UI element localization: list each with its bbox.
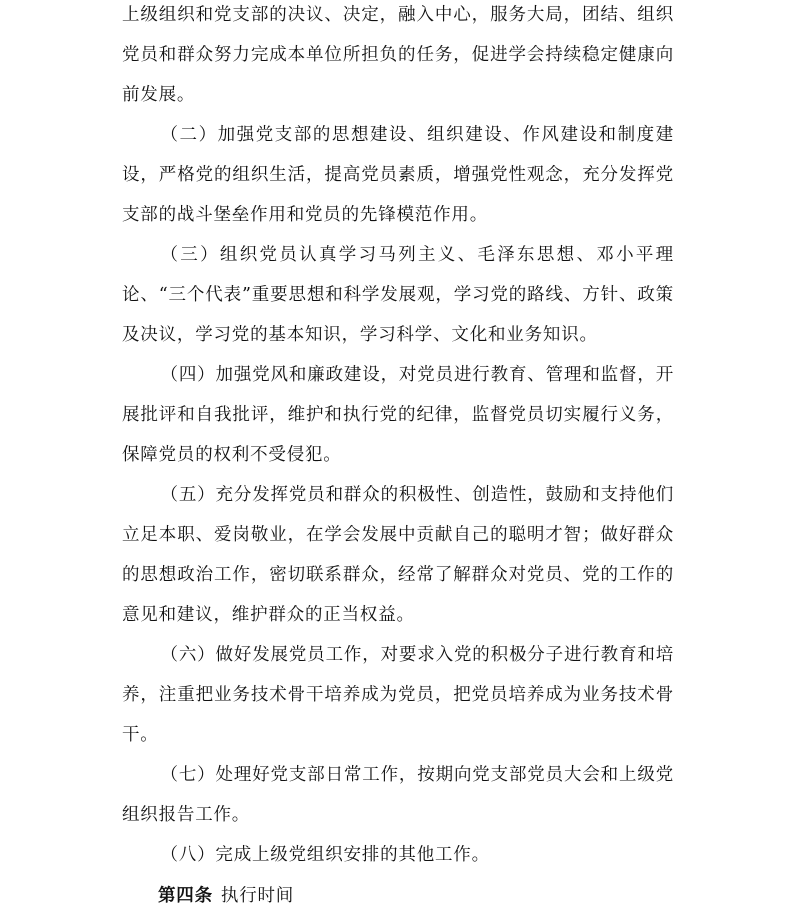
- paragraph-item-7: （七）处理好党支部日常工作，按期向党支部党员大会和上级党组织报告工作。: [122, 765, 674, 825]
- paragraph-item-8: （八）完成上级党组织安排的其他工作。: [160, 845, 490, 865]
- paragraph-item-2: （二）加强党支部的思想建设、组织建设、作风建设和制度建设，严格党的组织生活，提高党员素质，增强党性观念，充分发挥党支部的战斗堡垒作用和党员的先锋模范作用。: [122, 125, 674, 225]
- paragraph-item-6: （六）做好发展党员工作，对要求入党的积极分子进行教育和培养，注重把业务技术骨干培养成为党员，把党员培养成为业务技术骨干。: [122, 645, 674, 745]
- paragraph-item-4: （四）加强党风和廉政建设，对党员进行教育、管理和监督，开展批评和自我批评，维护和执行党的纪律，监督党员切实履行义务，保障党员的权利不受侵犯。: [122, 365, 674, 465]
- article-number: 第四条: [158, 886, 213, 906]
- paragraph-item-5: （五）充分发挥党员和群众的积极性、创造性，鼓励和支持他们立足本职、爱岗敬业，在学会发展中贡献自己的聪明才智；做好群众的思想政治工作，密切联系群众，经常了解群众对党员、党的工作的意见和建议，维护群众的正当权益。: [122, 485, 674, 625]
- article-title: 执行时间: [220, 886, 295, 906]
- paragraph-item-3: （三）组织党员认真学习马列主义、毛泽东思想、邓小平理论、“三个代表”重要思想和科学发展观，学习党的路线、方针、政策及决议，学习党的基本知识，学习科学、文化和业务知识。: [122, 245, 674, 345]
- article-heading: [158, 876, 294, 916]
- paragraph-continuation: 上级组织和党支部的决议、决定，融入中心，服务大局，团结、组织党员和群众努力完成本单位所担负的任务，促进学会持续稳定健康向前发展。: [122, 5, 674, 105]
